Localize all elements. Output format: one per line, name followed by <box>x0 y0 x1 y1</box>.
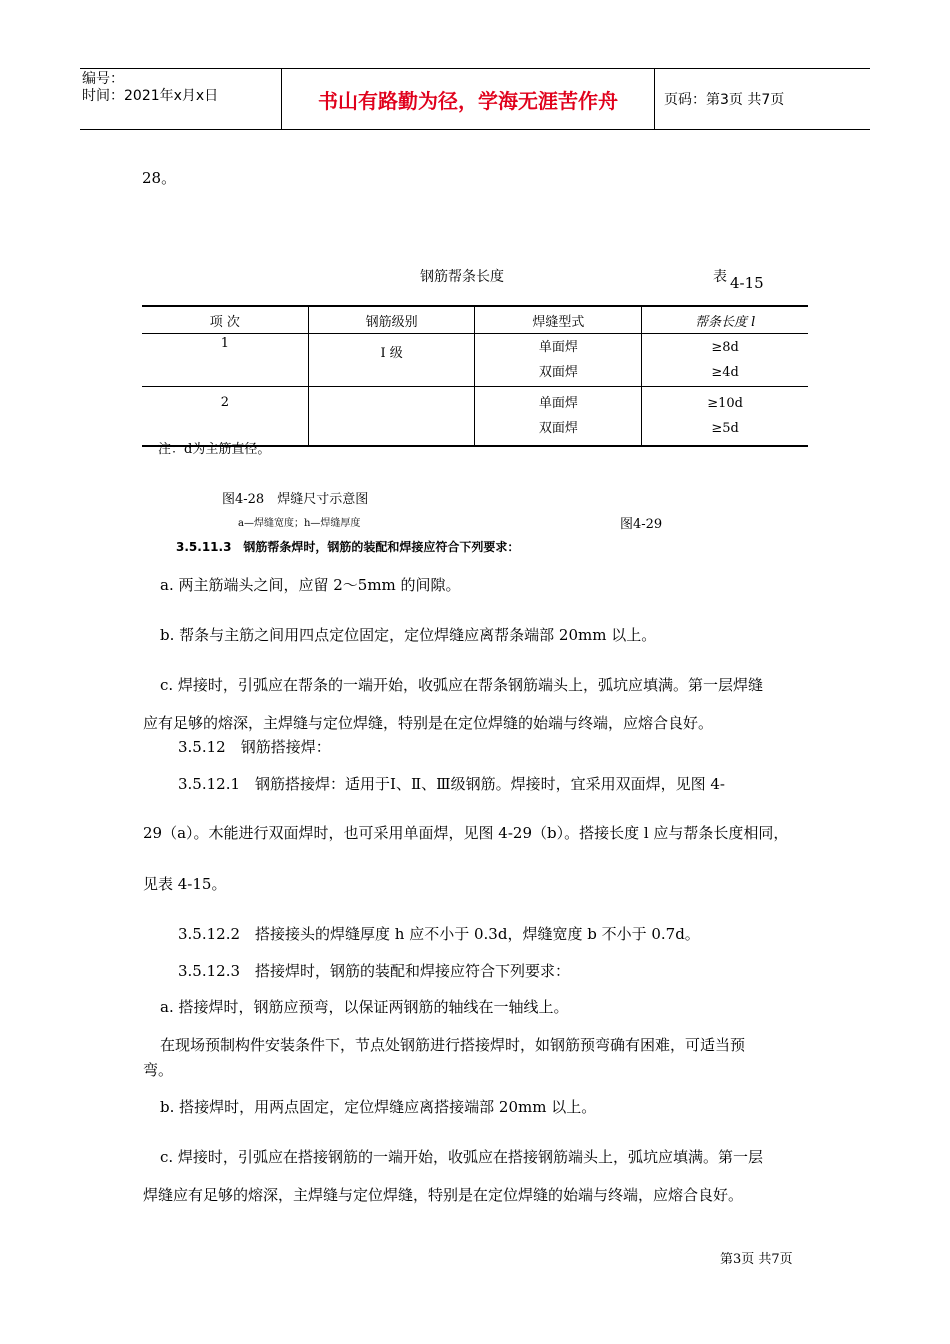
weld-type: 单面焊 <box>538 396 578 411</box>
header-divider <box>654 69 655 129</box>
paragraph: 29（a）。木能进行双面焊时，也可采用单面焊，见图 4-29（b）。搭接长度 l 应与帮条长度相同， <box>143 824 789 842</box>
table-row <box>142 334 808 387</box>
weld-type: 双面焊 <box>538 365 578 380</box>
paragraph: c. 焊接时，引弧应在帮条的一端开始，收弧应在帮条钢筋端头上，弧坑应填满。第一层焊缝 <box>160 676 763 694</box>
paragraph: 弯。 <box>143 1061 174 1079</box>
paragraph: c. 焊接时，引弧应在搭接钢筋的一端开始，收弧应在搭接钢筋端头上，弧坑应填满。第一层 <box>160 1148 763 1166</box>
page-header <box>80 68 870 130</box>
length-value: ≥5d <box>711 421 739 436</box>
table-note: 注：d为主筋直径。 <box>158 442 271 457</box>
rebar-length-table <box>142 305 808 447</box>
paragraph: 在现场预制构件安装条件下，节点处钢筋进行搭接焊时，如钢筋预弯确有困难，可适当预 <box>160 1036 746 1054</box>
item-cell: 2 <box>142 387 308 447</box>
figure-caption: 图4-28 焊缝尺寸示意图 <box>222 492 369 507</box>
header-cell: 焊缝型式 <box>475 306 642 334</box>
section-heading: 3.5.12 钢筋搭接焊： <box>178 738 331 756</box>
paragraph: b. 搭接焊时，用两点固定，定位焊缝应离搭接端部 20mm 以上。 <box>160 1098 597 1116</box>
grade-cell: Ⅰ 级 <box>308 334 475 387</box>
paragraph: 3.5.12.3 搭接焊时，钢筋的装配和焊接应符合下列要求： <box>178 962 571 980</box>
doc-date: 时间：2021年x月x日 <box>82 88 219 104</box>
doc-number: 编号： <box>82 71 124 87</box>
length-value: ≥10d <box>707 396 743 411</box>
grade-cell <box>308 387 475 447</box>
table-number: 4-15 <box>730 274 764 292</box>
page-footer: 第3页 共7页 <box>720 1252 793 1267</box>
paragraph: b. 帮条与主筋之间用四点定位固定，定位焊缝应离帮条端部 20mm 以上。 <box>160 626 657 644</box>
weld-type: 双面焊 <box>538 421 578 436</box>
section-heading: 3.5.11.3 钢筋帮条焊时，钢筋的装配和焊接应符合下列要求： <box>176 540 520 554</box>
length-value: ≥8d <box>711 340 739 355</box>
header-cell-text: 帮条长度 l <box>694 314 756 330</box>
header-meta <box>82 71 282 127</box>
paragraph: a. 搭接焊时，钢筋应预弯，以保证两钢筋的轴线在一轴线上。 <box>160 998 569 1016</box>
header-cell: 钢筋级别 <box>308 306 475 334</box>
length-cell <box>642 334 808 387</box>
paragraph: 焊缝应有足够的熔深，主焊缝与定位焊缝，特别是在定位焊缝的始端与终端，应熔合良好。 <box>143 1186 744 1204</box>
header-motto: 书山有路勤为径，学海无涯苦作舟 <box>318 88 618 113</box>
paragraph: 应有足够的熔深，主焊缝与定位焊缝，特别是在定位焊缝的始端与终端，应熔合良好。 <box>143 714 714 732</box>
table-title: 钢筋帮条长度 <box>420 269 504 285</box>
paragraph: a. 两主筋端头之间，应留 2～5mm 的间隙。 <box>160 576 461 594</box>
table-number-prefix: 表 <box>713 269 727 285</box>
figure-reference: 28。 <box>142 169 177 187</box>
header-cell: 项 次 <box>142 306 308 334</box>
paragraph: 3.5.12.2 搭接接头的焊缝厚度 h 应不小于 0.3d，焊缝宽度 b 不小于 0.7d。 <box>178 925 700 943</box>
length-value: ≥4d <box>711 365 739 380</box>
figure-subcaption: a—焊缝宽度；h—焊缝厚度 <box>238 518 361 529</box>
header-page-number: 页码：第3页 共7页 <box>664 92 785 108</box>
length-cell <box>642 387 808 447</box>
table-header-row <box>142 306 808 334</box>
paragraph: 3.5.12.1 钢筋搭接焊：适用于Ⅰ、Ⅱ、Ⅲ级钢筋。焊接时，宜采用双面焊，见图 4- <box>178 775 725 793</box>
paragraph: 见表 4-15。 <box>143 875 227 893</box>
figure-caption: 图4-29 <box>620 517 663 532</box>
weld-cell <box>475 387 642 447</box>
header-cell <box>642 306 808 334</box>
item-cell: 1 <box>220 336 229 351</box>
weld-cell <box>475 334 642 387</box>
weld-type: 单面焊 <box>538 340 578 355</box>
